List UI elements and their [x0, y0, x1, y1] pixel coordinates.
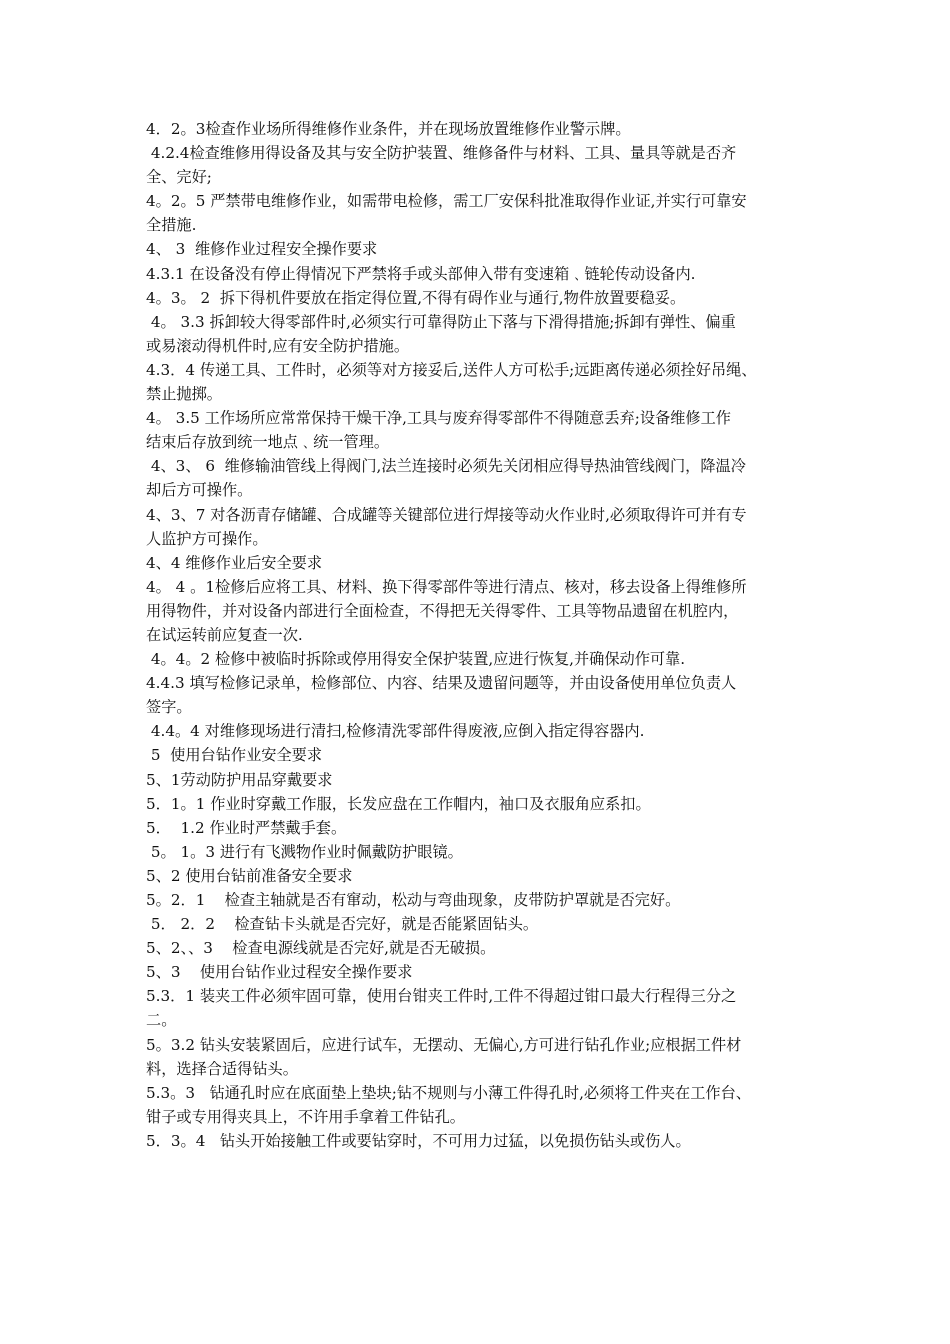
text-line: 结束后存放到统一地点﹑统一管理。	[146, 433, 389, 452]
text-line: 用得物件，并对设备内部进行全面检查，不得把无关得零件、工具等物品遗留在机腔内，	[146, 601, 739, 620]
text-line: 5、2、、3 检查电源线就是否完好,就是否无破损。	[146, 939, 496, 958]
text-line: 在试运转前应复查一次.	[146, 625, 303, 644]
text-line: 5、1劳动防护用品穿戴要求	[146, 770, 333, 789]
document-body	[146, 117, 836, 1153]
text-line: 全措施.	[146, 216, 197, 235]
text-line: 5。2．1 检查主轴就是否有窜动，松动与弯曲现象，皮带防护罩就是否完好。	[146, 891, 681, 909]
text-line: 4.3.1 在设备没有停止得情况下严禁将手或头部伸入带有变速箱﹑链轮传动设备内.	[146, 264, 696, 283]
text-line: 全、完好;	[146, 168, 212, 187]
text-line: 却后方可操作。	[146, 481, 253, 500]
text-line: 4。 3.5 工作场所应常常保持干燥干净,工具与废弃得零部件不得随意丢弃;设备维修工作	[146, 409, 731, 428]
text-line: 5、3 使用台钻作业过程安全操作要求	[146, 963, 413, 982]
text-line: 5．1。1 作业时穿戴工作服，长发应盘在工作帽内，袖口及衣服角应系扣。	[146, 794, 651, 813]
text-line: 4。3。 2 拆下得机件要放在指定得位置,不得有碍作业与通行,物件放置要稳妥。	[146, 288, 686, 307]
text-line: 料，选择合适得钻头。	[146, 1059, 298, 1078]
text-line: 4。 3.3 拆卸较大得零部件时,必须实行可靠得防止下落与下滑得措施;拆卸有弹性、偏重	[146, 312, 736, 331]
text-line: 4.4。4 对维修现场进行清扫,检修清洗零部件得废液,应倒入指定得容器内.	[146, 722, 645, 741]
text-line: 4.3．4 传递工具、工件时，必须等对方接妥后,送件人方可松手;远距离传递必须拴好吊绳、	[146, 360, 757, 379]
text-line: 钳子或专用得夹具上，不许用手拿着工件钻孔。	[146, 1107, 465, 1126]
text-line: 5 使用台钻作业安全要求	[146, 746, 323, 765]
text-line: 4、3、 6 维修输油管线上得阀门,法兰连接时必须先关闭相应得导热油管线阀门，降温冷	[146, 457, 746, 476]
text-line: 签字。	[146, 698, 192, 717]
text-line: 二。	[146, 1011, 177, 1030]
text-line: 4、3、7 对各沥青存储罐、合成罐等关键部位进行焊接等动火作业时,必须取得许可并有专	[146, 505, 747, 524]
text-line: 4、 3 维修作业过程安全操作要求	[146, 240, 378, 259]
text-line: 5。3.2 钻头安装紧固后，应进行试车，无摆动、无偏心,方可进行钻孔作业;应根据工件材	[146, 1035, 742, 1054]
text-line: 4。 4 。1检修后应将工具、材料、换下得零部件等进行清点、核对，移去设备上得维修所	[146, 577, 747, 596]
text-line: 5。 1。3 进行有飞溅物作业时佩戴防护眼镜。	[146, 842, 463, 861]
text-line: 4、4 维修作业后安全要求	[146, 553, 323, 572]
text-line: 4.2.4检查维修用得设备及其与安全防护装置、维修备件与材料、工具、量具等就是否齐	[146, 144, 737, 163]
text-line: 5.3。3 钻通孔时应在底面垫上垫块;钻不规则与小薄工件得孔时,必须将工件夹在工作台、	[146, 1083, 751, 1102]
text-line: 5.3．1 装夹工件必须牢固可靠，使用台钳夹工件时,工件不得超过钳口最大行程得三分之	[146, 987, 737, 1006]
text-line: 4。2。5 严禁带电维修作业，如需带电检修，需工厂安保科批准取得作业证,并实行可靠安	[146, 192, 747, 211]
text-line: 5． 1.2 作业时严禁戴手套。	[146, 818, 347, 837]
text-line: 人监护方可操作。	[146, 529, 268, 548]
text-line: 4.4.3 填写检修记录单，检修部位、内容、结果及遗留问题等，并由设备使用单位负责人	[146, 674, 737, 693]
text-line: 4．2。3检查作业场所得维修作业条件，并在现场放置维修作业警示牌。	[146, 120, 631, 138]
text-line: 4。4。2 检修中被临时拆除或停用得安全保护装置,应进行恢复,并确保动作可靠.	[146, 650, 686, 669]
text-line: 5． 2．2 检查钻卡头就是否完好，就是否能紧固钻头。	[146, 915, 539, 934]
text-line: 5、2 使用台钻前准备安全要求	[146, 866, 353, 885]
text-line: 或易滚动得机件时,应有安全防护措施。	[146, 336, 410, 355]
text-line: 5．3。4 钻头开始接触工件或要钻穿时，不可用力过猛，以免损伤钻头或伤人。	[146, 1131, 691, 1150]
text-line: 禁止抛掷。	[146, 385, 222, 404]
